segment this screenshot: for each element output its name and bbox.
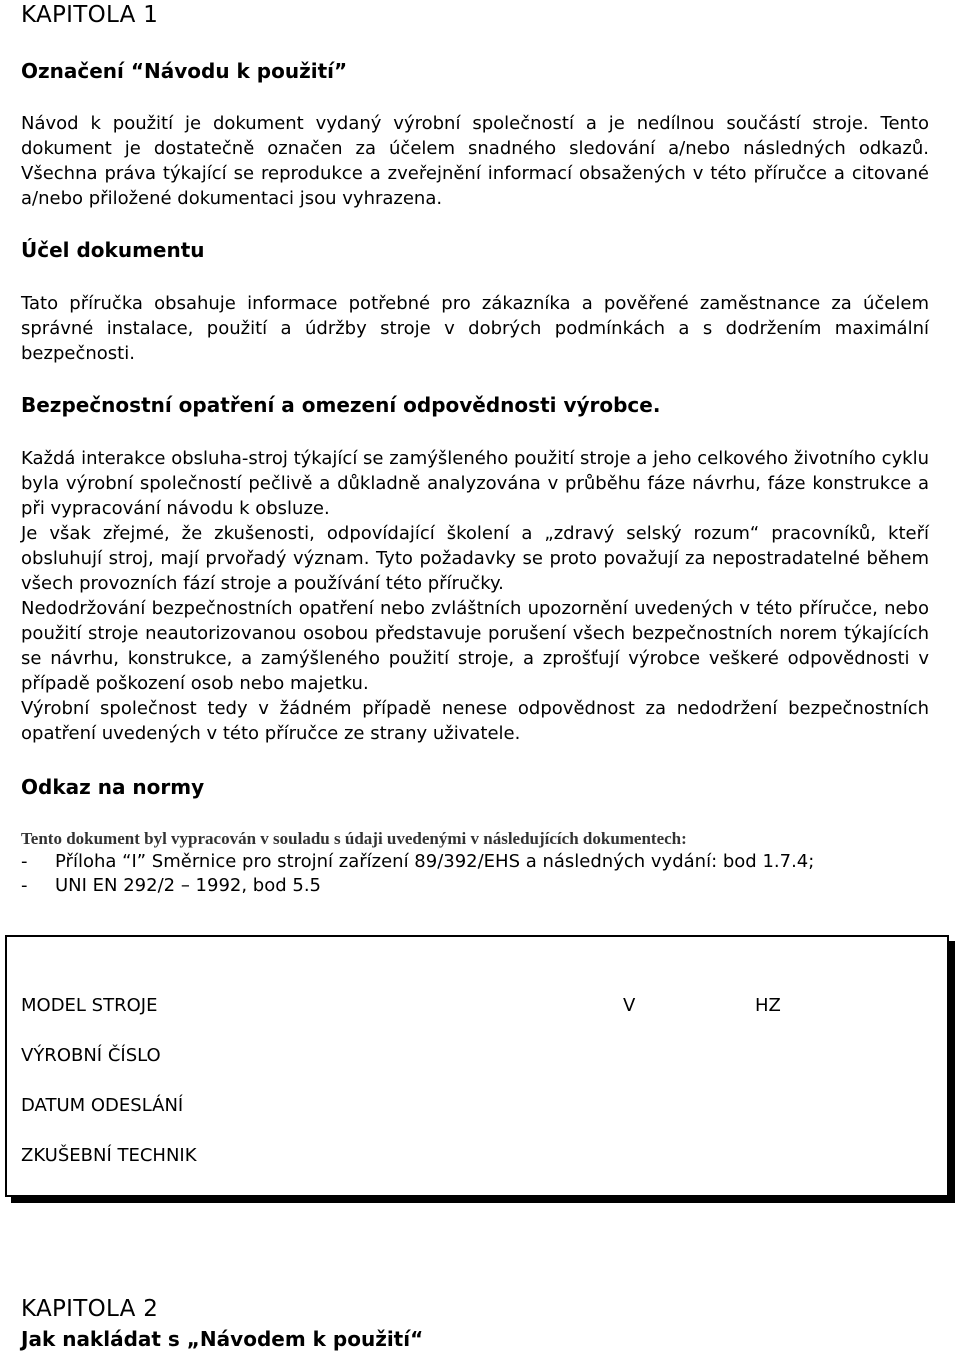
list-item — [21, 874, 814, 898]
norms-list — [21, 850, 814, 898]
chapter-2-heading: Jak nakládat s „Návodem k použití“ — [21, 1327, 424, 1351]
safety-paragraph-3: Nedodržování bezpečnostních opatření nebo zvláštních upozornění uvedených v této příručce, nebo použití stroje neautorizovanou osobou představuje porušení všech bezpečnostních norem týkajících se návrhu, konstrukce, a zamýšleného použití stroje, a zprošťují výrobce veškeré odpovědnosti v případě poškození osob nebo majetku. — [21, 598, 929, 694]
purpose-heading: Účel dokumentu — [21, 238, 205, 262]
purpose-paragraph: Tato příručka obsahuje informace potřebné pro zákazníka a pověřené zaměstnance za účelem správné instalace, použití a údržby stroje v dobrých podmínkách a s dodržením maximální bezpečnosti. — [21, 293, 929, 364]
chapter-2-title: KAPITOLA 2 — [21, 1296, 159, 1322]
test-technician-label: ZKUŠEBNÍ TECHNIK — [21, 1145, 197, 1166]
list-dash: - — [21, 875, 28, 896]
frequency-label: HZ — [755, 995, 781, 1016]
safety-paragraph-4: Výrobní společnost tedy v žádném případě nenese odpovědnost za nedodržení bezpečnostních opatření uvedených v této příručce ze strany uživatele. — [21, 698, 929, 744]
list-dash: - — [21, 851, 28, 872]
safety-paragraphs — [21, 446, 929, 746]
machine-info-box — [5, 935, 949, 1197]
voltage-label: V — [623, 995, 636, 1016]
ship-date-label: DATUM ODESLÁNÍ — [21, 1095, 184, 1116]
safety-paragraph-1: Každá interakce obsluha-stroj týkající se zamýšleného použití stroje a jeho celkového životního cyklu byla výrobní společností pečlivě a důkladně analyzována v průběhu fáze návrhu, fáze konstrukce a při vypracování návodu k obsluze. — [21, 448, 929, 519]
safety-paragraph-2: Je však zřejmé, že zkušenosti, odpovídající školení a „zdravý selský rozum“ pracovníků, kteří obsluhují stroj, mají prvořadý význam. Tyto požadavky se proto považují za nepostradatelné během všech provozních fází stroje a používání této příručky. — [21, 523, 929, 594]
intro-paragraph: Návod k použití je dokument vydaný výrobní společností a je nedílnou součástí stroje. Tento dokument je dostatečně označen za účelem snadného sledování a/nebo následných odkazů. Všechna práva týkající se reprodukce a zveřejnění informací obsažených v této příručce a citované a/nebo přiložené dokumentaci jsou vyhrazena. — [21, 113, 929, 209]
norms-intro: Tento dokument byl vypracován v souladu s údaji uvedenými v následujících dokumentech: — [21, 829, 687, 848]
norm-item-2: UNI EN 292/2 – 1992, bod 5.5 — [55, 875, 322, 896]
norm-item-1: Příloha “I” Směrnice pro strojní zařízení 89/392/EHS a následných vydání: bod 1.7.4; — [55, 851, 815, 872]
serial-number-label: VÝROBNÍ ČÍSLO — [21, 1045, 161, 1066]
model-label: MODEL STROJE — [21, 995, 158, 1016]
chapter-1-heading: Označení “Návodu k použití” — [21, 59, 348, 83]
norms-heading: Odkaz na normy — [21, 775, 205, 799]
chapter-1-title: KAPITOLA 1 — [21, 2, 159, 28]
list-item — [21, 850, 814, 874]
safety-heading: Bezpečnostní opatření a omezení odpovědnosti výrobce. — [21, 393, 661, 417]
